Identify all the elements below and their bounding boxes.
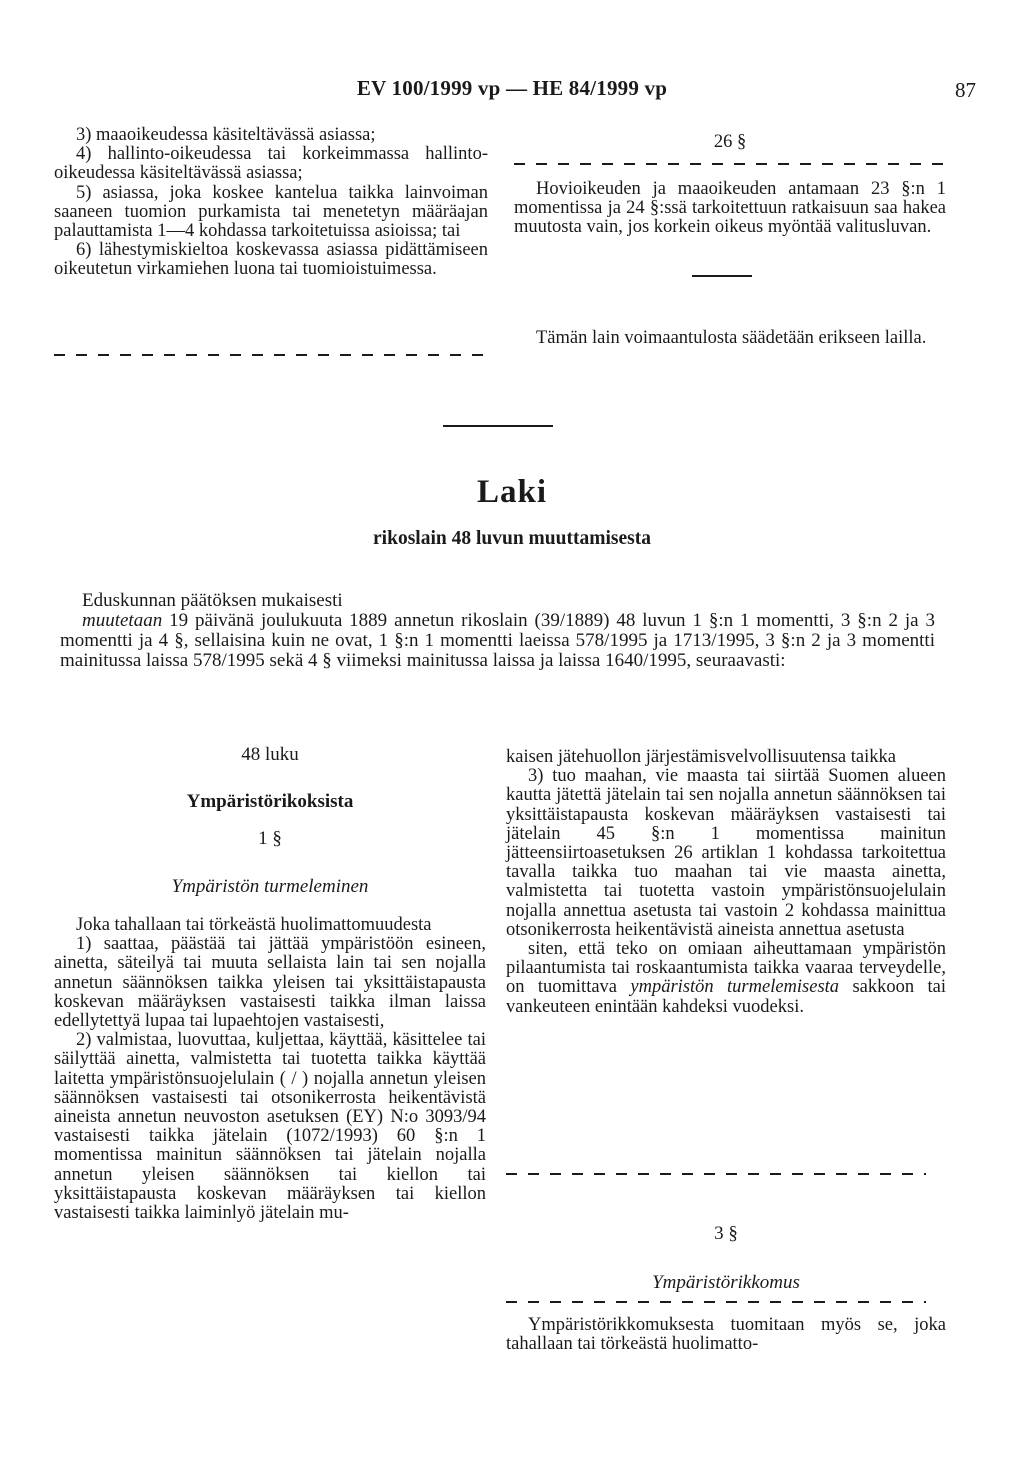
omission-dashes — [514, 163, 946, 165]
paragraph-text: Ympäristörikkomuksesta tuomitaan myös se, joka tahallaan tai törkeästä huolimatto- — [506, 1315, 946, 1355]
law-subtitle: rikoslain 48 luvun muuttamisesta — [373, 528, 651, 549]
paragraph-text: Hovioikeuden ja maaoikeuden antamaan 23 §:n 1 momentissa ja 24 §:ssä tarkoitettuun ratkaisuun saa hakea muutosta vain, jos korkein oikeus myöntää valitusluvan. — [514, 179, 946, 238]
bottom-left-column — [54, 916, 486, 1223]
chapter-title: Ympäristörikoksista — [186, 791, 354, 812]
divider — [692, 275, 752, 277]
section-number: 26 § — [713, 132, 747, 152]
list-item: 2) valmistaa, luovuttaa, kuljettaa, käyttää, käsittelee tai säilyttää ainetta, valmistetta tai tuotetta taikka käyttää laitetta ympäristönsuojelulain ( / ) nojalla annetun yleisen säännöksen vastaisesti tai otsonikerrosta heikentävistä aineista annetun neuvoston asetuksen (EY) N:o 3093/94 vastaisesti taikka jätelain (1072/1993) 60 §:n 1 momentissa mainitun säännöksen tai jätelain nojalla annetun yleisen säännöksen tai kiellon tai yksittäistapausta koskevan määräyksen tai kiellon vastaisesti taikka laiminlyö jätelain mu- — [54, 1030, 486, 1224]
amend-text: 19 päivänä joulukuuta 1889 annetun rikoslain (39/1889) 48 luvun 1 §:n 1 momentti, 3 §:n 2 ja 3 momentti ja 4 §, sellaisina kuin ne ovat, 1 §:n 1 momentti laeissa 578/1995 ja 1713/1995, 3 §:n 2 ja 3 momentti mainitussa laissa 578/1995 sekä 4 § viimeksi mainitussa laissa ja laissa 1640/1995, seuraavasti: — [60, 610, 935, 671]
preamble — [60, 591, 935, 671]
entry-into-force — [514, 329, 946, 348]
chapter-number: 48 luku — [241, 744, 299, 765]
consequence-text — [506, 940, 946, 1017]
amendment-clause — [60, 611, 935, 671]
section3-text — [506, 1316, 946, 1354]
section-paragraph — [514, 180, 946, 238]
enactment-clause: Eduskunnan päätöksen mukaisesti — [82, 590, 343, 611]
omission-dashes — [506, 1173, 926, 1175]
amend-lead: muutetaan — [82, 610, 163, 631]
text-span: siten, että teko on omiaan aiheuttamaan ympäristön pilaantumista tai roskaantumista taikka vaaraa terveydelle, on tuomittava — [506, 939, 946, 998]
list-item: 3) maaoikeudessa käsiteltävässä asiassa; — [76, 125, 376, 145]
paragraph-text: Tämän lain voimaantulosta säädetään erikseen lailla. — [536, 328, 927, 348]
offense-name: ympäristön turmelemisesta — [630, 977, 840, 998]
paragraph-text: Joka tahallaan tai törkeästä huolimattomuudesta — [76, 915, 432, 935]
top-left-column — [54, 126, 488, 280]
law-title: Laki — [476, 474, 548, 510]
list-item: 5) asiassa, joka koskee kantelua taikka lainvoiman saaneen tuomion purkamista tai menetetyn määräajan palauttamista 1—4 kohdassa tarkoitetuissa asioissa; tai — [54, 182, 488, 242]
running-header: EV 100/1999 vp — HE 84/1999 vp — [356, 76, 668, 100]
list-item: 3) tuo maahan, vie maasta tai siirtää Suomen alueen kautta jätettä jätelain tai sen nojalla annetun säännöksen tai yksittäistapausta koskevan määräyksen vastaisesti tai jätelain 45 §:n 1 momentissa mainitun jätteensiirtoasetuksen 26 artiklan 1 kohdassa tarkoitettua tavalla taikka tuo maahan tai vie maasta ainetta, valmistetta tai tuotetta vastoin ympäristönsuojelulain nojalla annettua asetusta tai vastoin 2 kohdassa mainittua otsonikerrosta heikentävistä aineista annettua asetusta — [506, 766, 946, 940]
omission-dashes — [506, 1301, 926, 1303]
list-item: 4) hallinto-oikeudessa tai korkeimmassa hallinto-oikeudessa käsiteltävässä asiassa; — [54, 144, 488, 184]
omission-dashes — [54, 354, 486, 356]
paragraph-text: kaisen jätehuollon järjestämisvelvollisuutensa taikka — [506, 747, 896, 767]
section-title: Ympäristörikkomus — [652, 1272, 800, 1293]
page-number: 87 — [955, 78, 976, 102]
list-item: 6) lähestymiskieltoa koskevassa asiassa pidättämiseen oikeutetun virkamiehen luona tai tuomioistuimessa. — [54, 240, 488, 280]
section-number: 3 § — [714, 1223, 738, 1244]
bottom-right-column — [506, 748, 946, 1017]
list-item: 1) saattaa, päästää tai jättää ympäristöön esineen, ainetta, säteilyä tai muuta sellaista lain tai sen nojalla annetun säännöksen taikka yleisen tai yksittäistapausta koskevan määräyksen vastaisesti taikka ilman laissa edellytettyä lupaa tai lupaehtojen vastaisesti, — [54, 934, 486, 1032]
section-title: Ympäristön turmeleminen — [171, 876, 369, 897]
act-divider — [443, 425, 553, 427]
section-number: 1 § — [258, 828, 282, 849]
text-span: sakkoon tai vankeuteen enintään kahdeksi vuodeksi. — [506, 977, 946, 1017]
